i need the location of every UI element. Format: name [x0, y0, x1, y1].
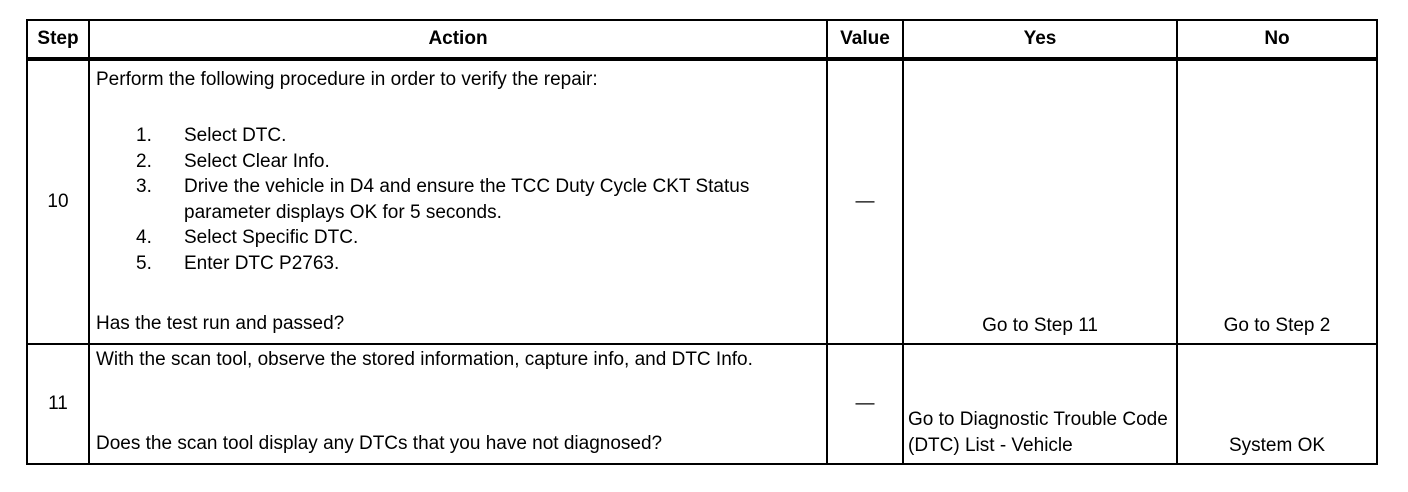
procedure-list	[96, 123, 820, 276]
diagnostic-table	[26, 19, 1378, 465]
action-cell	[89, 59, 827, 344]
yes-link[interactable]: Go to Diagnostic Trouble Code (DTC) List - Vehicle	[903, 344, 1177, 464]
action-cell	[89, 344, 827, 464]
header-action: Action	[89, 20, 827, 59]
value-cell: —	[827, 344, 903, 464]
header-row	[27, 20, 1377, 59]
step-number: 10	[27, 59, 89, 344]
table-row	[27, 59, 1377, 344]
header-no: No	[1177, 20, 1377, 59]
procedure-item: 3. Drive the vehicle in D4 and ensure the TCC Duty Cycle CKT Status parameter displays OK for 5 seconds.	[136, 176, 750, 223]
action-intro: With the scan tool, observe the stored information, capture info, and DTC Info.	[96, 349, 753, 370]
action-question: Has the test run and passed?	[96, 313, 345, 334]
header-value: Value	[827, 20, 903, 59]
procedure-item: 2. Select Clear Info.	[136, 150, 330, 172]
procedure-item: 1. Select DTC.	[136, 125, 287, 146]
procedure-item: 4. Select Specific DTC.	[136, 227, 359, 248]
action-intro: Perform the following procedure in order to verify the repair:	[96, 69, 598, 90]
no-link[interactable]: System OK	[1177, 344, 1377, 464]
table-row	[27, 344, 1377, 464]
no-link[interactable]: Go to Step 2	[1177, 59, 1377, 344]
header-step: Step	[27, 20, 89, 59]
action-question: Does the scan tool display any DTCs that you have not diagnosed?	[96, 433, 663, 454]
step-number: 11	[27, 344, 89, 464]
header-yes: Yes	[903, 20, 1177, 59]
yes-link[interactable]: Go to Step 11	[903, 59, 1177, 344]
value-cell: —	[827, 59, 903, 344]
procedure-item: 5. Enter DTC P2763.	[136, 252, 340, 274]
